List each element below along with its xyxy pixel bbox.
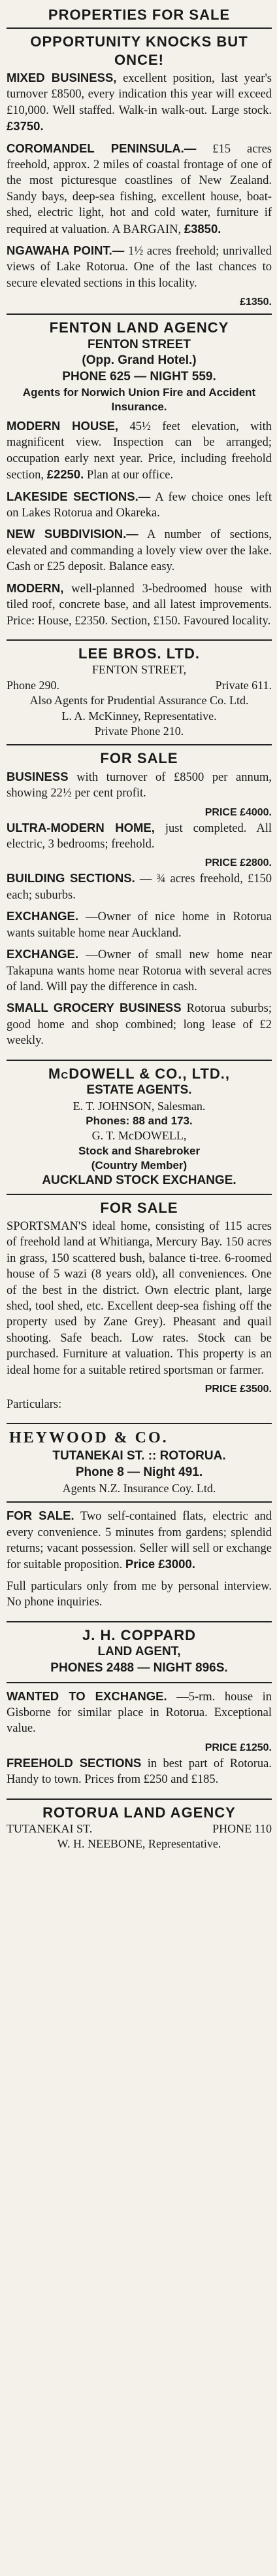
agency-name: ROTORUA LAND AGENCY bbox=[42, 1804, 236, 1821]
agency-street: TUTANEKAI ST. :: ROTORUA. bbox=[52, 1449, 226, 1463]
listing-item: LAKESIDE SECTIONS.— A few choice ones left on Lakes Rotorua and Okareka. bbox=[7, 489, 272, 520]
listing-item: BUSINESS with turnover of £8500 per annum, showing 22½ per cent profit. bbox=[7, 769, 272, 800]
listing-item: MODERN, well-planned 3-bedroomed house with tiled roof, concrete base, and all latest improvements. Price: House, £2350. Section, £150. Favoured locality. bbox=[7, 581, 272, 628]
private-phone: Private 611. bbox=[215, 678, 272, 692]
ad-exchange bbox=[7, 1683, 272, 1800]
ad-heywood bbox=[7, 1424, 272, 1503]
agency-street: TUTANEKAI ST. bbox=[7, 1822, 93, 1836]
listing-item: EXCHANGE. —Owner of small new home near Takapuna wants home near Rotorua with several acres of land. Will pay the difference in cash. bbox=[7, 947, 272, 993]
agency-street: FENTON STREET, bbox=[91, 663, 187, 677]
listing-body: SPORTSMAN'S ideal home, consisting of 115 acres of freehold land at Whitianga, Mercury Bay. 150 acres in grass, 150 scattered bush, balance ti-tree. 6-roomed house of 5 wazi (8 years old), all conveniences. One of the best in the district. Own electric plant, large shed, tool shed, etc. Excellent deep-sea fishing off the property used by Zane Grey). Pheasant and quail shooting. Safe beach. Low rates. Stock can be purchased. Furniture at valuation. This property is an ideal home for a suitable retired sportsman or farmer. bbox=[7, 1219, 272, 1377]
ad-heading: FOR SALE bbox=[100, 1200, 178, 1217]
agency-phone: Phone 8 — Night 491. bbox=[75, 1465, 203, 1480]
phone: Phone 290. bbox=[7, 678, 59, 692]
ad-coppard bbox=[7, 1622, 272, 1683]
agency-name: HEYWOOD & CO. bbox=[9, 1429, 169, 1447]
listing-item: MODERN HOUSE, 45½ feet elevation, with magnificent view. Inspection can be arranged; occupation early next year. Price, including freehold section, £2250. Plan at our office. bbox=[7, 419, 272, 482]
listing-item: SMALL GROCERY BUSINESS Rotorua suburbs; good home and shop combined; long lease of £2 weekly. bbox=[7, 1001, 272, 1048]
listing-price: PRICE £2800. bbox=[204, 857, 272, 869]
ad-flats bbox=[7, 1503, 272, 1622]
listing-item: FREEHOLD SECTIONS in best part of Rotorua. Handy to town. Prices from £250 and £185. bbox=[7, 1755, 272, 1787]
listing-price: PRICE £4000. bbox=[204, 806, 272, 818]
ad-rotorua-land-agency bbox=[7, 1800, 272, 1857]
agency-name: FENTON LAND AGENCY bbox=[49, 319, 229, 336]
listing-price: PRICE £3500. bbox=[204, 1384, 272, 1395]
salesman: E. T. JOHNSON, Salesman. bbox=[73, 1099, 206, 1113]
member-note: (Country Member) bbox=[91, 1158, 187, 1172]
listing-price: PRICE £1250. bbox=[204, 1742, 272, 1753]
ad-lee-bros bbox=[7, 641, 272, 745]
listing-item: WANTED TO EXCHANGE. —5-rm. house in Gisborne for similar place in Rotorua. Exceptional value. bbox=[7, 1689, 272, 1736]
listing-item: ULTRA-MODERN HOME, just completed. All electric, 3 bedrooms; freehold. bbox=[7, 820, 272, 851]
agency-insurance: Agents for Norwich Union Fire and Accident Insurance. bbox=[22, 385, 256, 413]
ad-for-sale-list bbox=[7, 745, 272, 1060]
ad-fenton-land-agency bbox=[7, 315, 272, 641]
agency-subtitle: LAND AGENT, bbox=[97, 1645, 181, 1659]
listing-item: FOR SALE. Two self-contained flats, electric and every convenience. 5 minutes from gardens; splendid returns; vacant possession. Seller will sell or exchange for suitable proposition. Price £3000. bbox=[7, 1509, 272, 1572]
agency-phone: PHONE 110 bbox=[212, 1822, 272, 1836]
agency-phones: PHONES 2488 — NIGHT 896S. bbox=[50, 1660, 228, 1675]
listing-item: NEW SUBDIVISION.— A number of sections, elevated and commanding a lovely view over the lake. Cash or £25 deposit. Balance easy. bbox=[7, 527, 272, 574]
stock-exchange: AUCKLAND STOCK EXCHANGE. bbox=[42, 1173, 236, 1187]
page-header: PROPERTIES FOR SALE bbox=[7, 4, 272, 29]
agency-street: FENTON STREET bbox=[88, 337, 191, 351]
representative: L. A. McKinney, Representative. bbox=[61, 709, 217, 723]
listing-item: NGAWAHA POINT.— 1½ acres freehold; unrivalled views of Lake Rotorua. One of the last chances to secure elevated sections in this locality. bbox=[7, 243, 272, 290]
representative: W. H. NEEBONE, Representative. bbox=[57, 1837, 221, 1851]
agency-phones: Phones: 88 and 173. bbox=[86, 1115, 193, 1128]
member-role: Stock and Sharebroker bbox=[78, 1144, 201, 1157]
agency-location: (Opp. Grand Hotel.) bbox=[82, 353, 197, 368]
ad-sportsman-home bbox=[7, 1195, 272, 1424]
listing-item: COROMANDEL PENINSULA.— £15 acres freehold, approx. 2 miles of coastal frontage of one of the most picturesque coastlines of New Zealand. Sandy bays, deep-sea fishing, excellent house, boat-shed, electric light, hot and cold water, furniture if required at valuation. A BARGAIN, £3850. bbox=[7, 141, 272, 236]
listing-item: EXCHANGE. —Owner of nice home in Rotorua wants suitable home near Auckland. bbox=[7, 909, 272, 940]
listing-item: MIXED BUSINESS, excellent position, last year's turnover £8500, every indication this year will exceed £10,000. Well staffed. Walk-in walk-out. Large stock. £3750. bbox=[7, 71, 272, 134]
ad-mcdowell bbox=[7, 1061, 272, 1196]
listing-item: BUILDING SECTIONS. — ¾ acres freehold, £150 each; suburbs. bbox=[7, 871, 272, 902]
agency-phones bbox=[7, 678, 272, 693]
agency-name: J. H. COPPARD bbox=[82, 1626, 196, 1643]
agency-name: McDOWELL & CO., LTD., bbox=[48, 1065, 230, 1082]
agency-name: LEE BROS. LTD. bbox=[78, 645, 200, 662]
agency-phone: PHONE 625 — NIGHT 559. bbox=[62, 370, 216, 384]
ad-heading: OPPORTUNITY KNOCKS BUT ONCE! bbox=[30, 33, 248, 68]
agency-subtitle: ESTATE AGENTS. bbox=[86, 1083, 192, 1098]
listing-item: Full particulars only from me by personal interview. No phone inquiries. bbox=[7, 1579, 272, 1609]
ad-heading: FOR SALE bbox=[100, 750, 178, 767]
ad-opportunity bbox=[7, 29, 272, 315]
agency-insurance: Agents N.Z. Insurance Coy. Ltd. bbox=[62, 1481, 216, 1495]
agency-insurance: Also Agents for Prudential Assurance Co. Ltd. bbox=[29, 694, 249, 707]
representative-phone: Private Phone 210. bbox=[94, 724, 184, 738]
agency-contact bbox=[7, 1821, 272, 1836]
particulars-label: Particulars: bbox=[7, 1398, 62, 1412]
listing-price: £1350. bbox=[240, 296, 272, 308]
member-name: G. T. McDOWELL, bbox=[91, 1129, 187, 1143]
